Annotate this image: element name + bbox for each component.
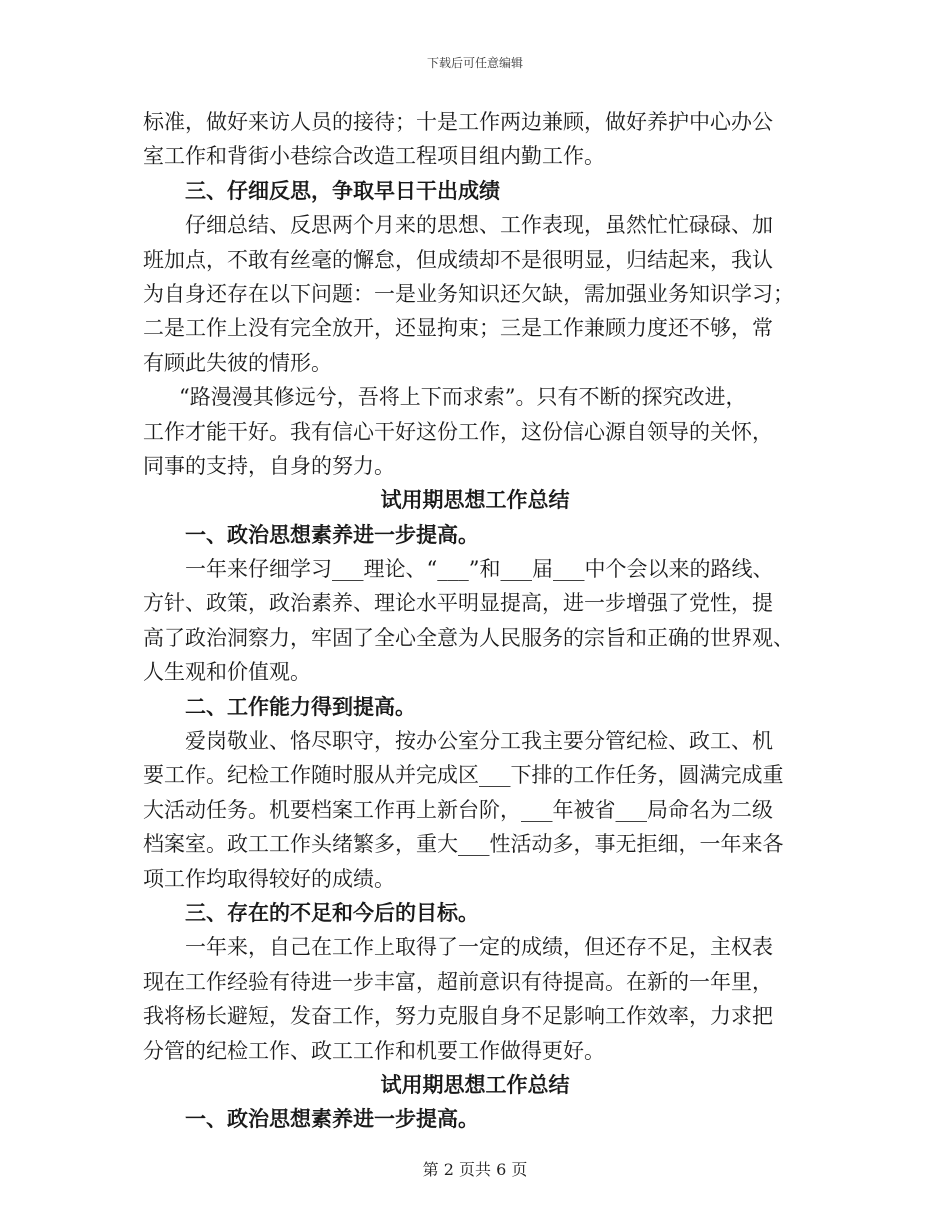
section-heading: 三、存在的不足和今后的目标。 — [185, 899, 479, 925]
paragraph-line: 我将杨长避短，发奋工作，努力克服自身不足影响工作效率，力求把 — [143, 1004, 773, 1029]
paragraph-line: 档案室。政工工作头绪繁多，重大___性活动多，事无拒细，一年来各 — [143, 832, 784, 857]
paragraph-line: 室工作和背街小巷综合改造工程项目组内勤工作。 — [143, 144, 605, 169]
paragraph-line: 工作才能干好。我有信心干好这份工作，这份信心源自领导的关怀， — [143, 419, 773, 444]
paragraph-first-line: 一年来，自己在工作上取得了一定的成绩，但还存不足，主权表 — [185, 935, 773, 960]
document-title: 试用期思想工作总结 — [380, 1071, 570, 1097]
paragraph-line: 班加点，不敢有丝毫的懈怠，但成绩却不是很明显，归结起来，我认 — [143, 247, 773, 272]
paragraph-first-line: 一年来仔细学习___理论、“___”和___届___中个会以来的路线、 — [185, 557, 774, 582]
paragraph-line: 方针、政策，政治素养、理论水平明显提高，进一步增强了党性，提 — [143, 591, 773, 616]
paragraph-line: 项工作均取得较好的成绩。 — [143, 866, 395, 891]
section-heading: 二、工作能力得到提高。 — [185, 693, 416, 719]
paragraph-line: 有顾此失彼的情形。 — [143, 350, 332, 375]
paragraph-line: 大活动任务。机要档案工作再上新台阶，___年被省___局命名为二级 — [143, 797, 773, 822]
paragraph-line: 要工作。纪检工作随时服从并完成区___下排的工作任务，圆满完成重 — [143, 763, 784, 788]
section-heading: 三、仔细反思，争取早日干出成绩 — [185, 177, 500, 203]
paragraph-line: 分管的纪检工作、政工工作和机要工作做得更好。 — [143, 1038, 605, 1063]
paragraph-first-line: 爱岗敬业、恪尽职守，按办公室分工我主要分管纪检、政工、机 — [185, 729, 773, 754]
paragraph-line: 为自身还存在以下问题：一是业务知识还欠缺，需加强业务知识学习； — [143, 281, 794, 306]
page-footer: 第 2 页共 6 页 — [422, 1160, 528, 1179]
paragraph-line: 人生观和价值观。 — [143, 660, 311, 685]
page-header: 下载后可任意编辑 — [426, 56, 523, 70]
paragraph-line: 现在工作经验有待进一步丰富，超前意识有待提高。在新的一年里， — [143, 969, 773, 994]
quote-line: “路漫漫其修远兮，吾将上下而求索”。只有不断的探究改进， — [179, 385, 747, 410]
paragraph-line: 高了政治洞察力，牢固了全心全意为人民服务的宗旨和正确的世界观、 — [143, 625, 794, 650]
paragraph-line: 二是工作上没有完全放开，还显拘束；三是工作兼顾力度还不够，常 — [143, 316, 773, 341]
section-heading: 一、政治思想素养进一步提高。 — [185, 1106, 479, 1132]
document-title: 试用期思想工作总结 — [380, 487, 570, 513]
section-heading: 一、政治思想素养进一步提高。 — [185, 521, 479, 547]
paragraph-line: 标准，做好来访人员的接待；十是工作两边兼顾，做好养护中心办公 — [143, 110, 773, 134]
document-body — [143, 105, 807, 1137]
paragraph-line: 同事的支持，自身的努力。 — [143, 453, 395, 478]
paragraph-first-line: 仔细总结、反思两个月来的思想、工作表现，虽然忙忙碌碌、加 — [185, 213, 773, 238]
